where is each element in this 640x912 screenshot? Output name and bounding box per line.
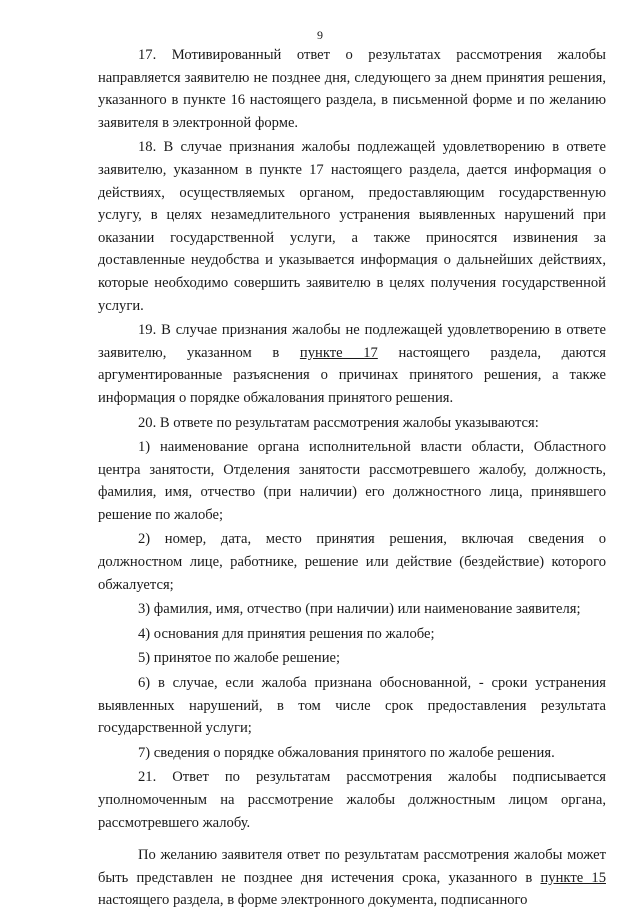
list-item-2: 2) номер, дата, место принятия решения, включая сведения о должностном лице, работнике, решение или действие (бездействие) которого обжалуется; — [98, 531, 606, 593]
paragraph-18: 18. В случае признания жалобы подлежащей удовлетворению в ответе заявителю, указанном в пункте 17 настоящего раздела, дается информация о действиях, осуществляемых органом, предоставляющим государственную услугу, в целях незамедлительного устранения выявленных нарушений при оказании государственной услуги, а также приносятся извинения за доставленные неудобства и указывается информация о дальнейших действиях, которые необходимо совершить заявителю в целях получения государственной услуги. — [98, 139, 606, 314]
paragraph-19-text-start: 19. В случае признания жалобы не подлежащей удовлетворению в ответе заявителю, указанном в — [98, 322, 606, 361]
document-body — [98, 44, 606, 912]
paragraph-19-text-end: настоящего раздела, даются аргументированные разъяснения о причинах принятого решения, а также информация о порядке обжалования принятого решения. — [98, 344, 606, 406]
paragraph-electronic-text-start: По желанию заявителя ответ по результатам рассмотрения жалобы может быть представлен не позднее дня истечения срока, указанного в — [98, 847, 606, 886]
list-item-7: 7) сведения о порядке обжалования принятого по жалобе решения. — [138, 744, 555, 761]
list-item-1: 1) наименование органа исполнительной власти области, Областного центра занятости, Отделения занятости рассмотревшего жалобу, должность, фамилия, имя, отчество (при наличии) его должностного лица, принявшего решение по жалобе; — [98, 439, 606, 523]
list-item-3: 3) фамилия, имя, отчество (при наличии) или наименование заявителя; — [138, 601, 581, 618]
paragraph-21: 21. Ответ по результатам рассмотрения жалобы подписывается уполномоченным на рассмотрение жалобы должностным лицом органа, рассмотревшего жалобу. — [98, 769, 606, 831]
paragraph-19 — [98, 319, 606, 409]
paragraph-electronic-text-end: настоящего раздела, в форме электронного документа, подписанного — [98, 892, 528, 909]
page-number: 9 — [317, 28, 323, 42]
paragraph-17: 17. Мотивированный ответ о результатах рассмотрения жалобы направляется заявителю не позднее дня, следующего за днем принятия решения, указанного в пункте 16 настоящего раздела, в письменной форме и по желанию заявителя в электронной форме. — [98, 47, 606, 131]
list-item-5: 5) принятое по жалобе решение; — [138, 650, 341, 667]
list-item-4: 4) основания для принятия решения по жалобе; — [138, 625, 435, 642]
link-punkt-15[interactable]: пункте 15 — [540, 869, 606, 886]
link-punkt-17[interactable]: пункте 17 — [299, 344, 378, 361]
list-item-6: 6) в случае, если жалоба признана обоснованной, - сроки устранения выявленных нарушений, в том числе срок предоставления результата государственной услуги; — [98, 675, 606, 737]
paragraph-electronic-response — [98, 844, 606, 912]
paragraph-20: 20. В ответе по результатам рассмотрения жалобы указываются: — [138, 414, 539, 431]
